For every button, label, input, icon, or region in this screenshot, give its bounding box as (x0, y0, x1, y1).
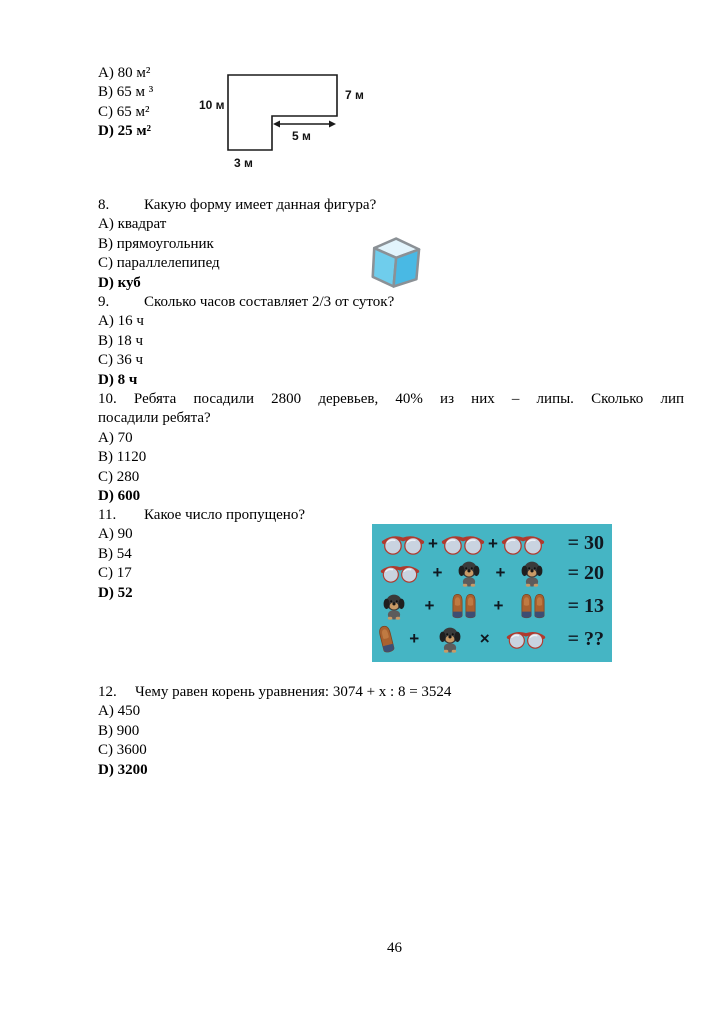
answer-option: A) 70 (98, 429, 133, 446)
answer-option: C) 17 (98, 565, 132, 582)
puzzle-result: ?? (584, 627, 604, 650)
answer-option: B) прямоугольник (98, 235, 214, 252)
operator: × (479, 629, 490, 649)
dog-icon (455, 559, 483, 587)
page-number: 46 (387, 940, 402, 956)
answer-option: C) 3600 (98, 742, 147, 759)
l-shape-outline (197, 66, 377, 174)
dog-icon (436, 625, 464, 653)
number-puzzle-image (372, 524, 612, 662)
figure-dim-right: 7 м (345, 88, 364, 102)
glasses-icon (506, 629, 546, 649)
answer-option: B) 900 (98, 722, 140, 739)
puzzle-result: 20 (584, 561, 604, 584)
question-text-line2: посадили ребята? (98, 410, 211, 427)
question-11 (98, 506, 305, 603)
glasses-icon (440, 533, 486, 555)
glasses-icon (380, 533, 426, 555)
operator: + (409, 629, 420, 649)
answer-option: A) 80 м² (98, 65, 151, 81)
puzzle-row (380, 592, 604, 621)
answer-option: D) 25 м² (98, 123, 152, 140)
operator: + (495, 563, 506, 583)
l-shape-figure (197, 66, 377, 174)
answer-option: B) 1120 (98, 449, 147, 466)
question-number: 12. (98, 684, 117, 700)
answer-option: D) 600 (98, 488, 141, 505)
answer-option: C) 36 ч (98, 352, 144, 369)
answer-option: A) 90 (98, 526, 133, 543)
operator: + (432, 563, 443, 583)
shoes-pair-icon (451, 592, 477, 621)
question-text: Какую форму имеет данная фигура? (144, 197, 377, 213)
answer-option: B) 65 м ³ (98, 84, 154, 101)
answer-option: B) 18 ч (98, 332, 144, 349)
figure-dim-notch: 5 м (292, 129, 311, 143)
answer-option: D) 8 ч (98, 371, 138, 388)
question-number: 11. (98, 507, 117, 523)
equals-sign: = (567, 627, 579, 650)
answer-option: D) куб (98, 274, 141, 291)
dog-icon (380, 592, 408, 620)
equals-sign: = (567, 594, 579, 617)
answer-option: C) параллелепипед (98, 255, 220, 272)
question-text: Сколько часов составляет 2/3 от суток? (144, 294, 395, 310)
answer-option: C) 280 (98, 468, 140, 485)
answer-option: A) 450 (98, 703, 141, 720)
answer-option: A) квадрат (98, 216, 167, 233)
dog-icon (518, 559, 546, 587)
figure-dim-left: 10 м (199, 98, 225, 112)
glasses-icon (380, 563, 420, 583)
question-9 (98, 293, 394, 390)
answer-option: B) 54 (98, 545, 132, 562)
puzzle-result: 13 (584, 594, 604, 617)
answer-option: A) 16 ч (98, 313, 144, 330)
puzzle-result: 30 (584, 532, 604, 555)
operator: + (493, 596, 504, 616)
question-10 (98, 390, 684, 506)
question-7-options (98, 64, 153, 142)
answer-option: C) 65 м² (98, 103, 150, 120)
puzzle-row (380, 559, 604, 587)
answer-option: D) 3200 (98, 761, 148, 778)
puzzle-row (380, 532, 604, 555)
question-number: 9. (98, 294, 110, 310)
question-12 (98, 683, 451, 780)
glasses-icon (500, 533, 546, 555)
answer-option: D) 52 (98, 584, 133, 601)
question-text: Чему равен корень уравнения: 3074 + x : 8 = 3524 (135, 684, 452, 700)
operator: + (488, 533, 498, 553)
operator: + (424, 596, 435, 616)
question-number: 8. (98, 197, 110, 213)
shoes-pair-icon (520, 592, 546, 621)
equals-sign: = (567, 561, 579, 584)
figure-dim-bottom: 3 м (234, 156, 253, 170)
question-text: Какое число пропущено? (144, 507, 305, 523)
question-8 (98, 196, 376, 293)
equals-sign: = (567, 532, 579, 555)
shoe-single-icon (380, 625, 393, 654)
operator: + (428, 533, 438, 553)
question-text-line1: 10. Ребята посадили 2800 деревьев, 40% из них – липы. Сколько лип (98, 391, 684, 407)
puzzle-row (380, 625, 604, 654)
cube-image (364, 229, 428, 293)
